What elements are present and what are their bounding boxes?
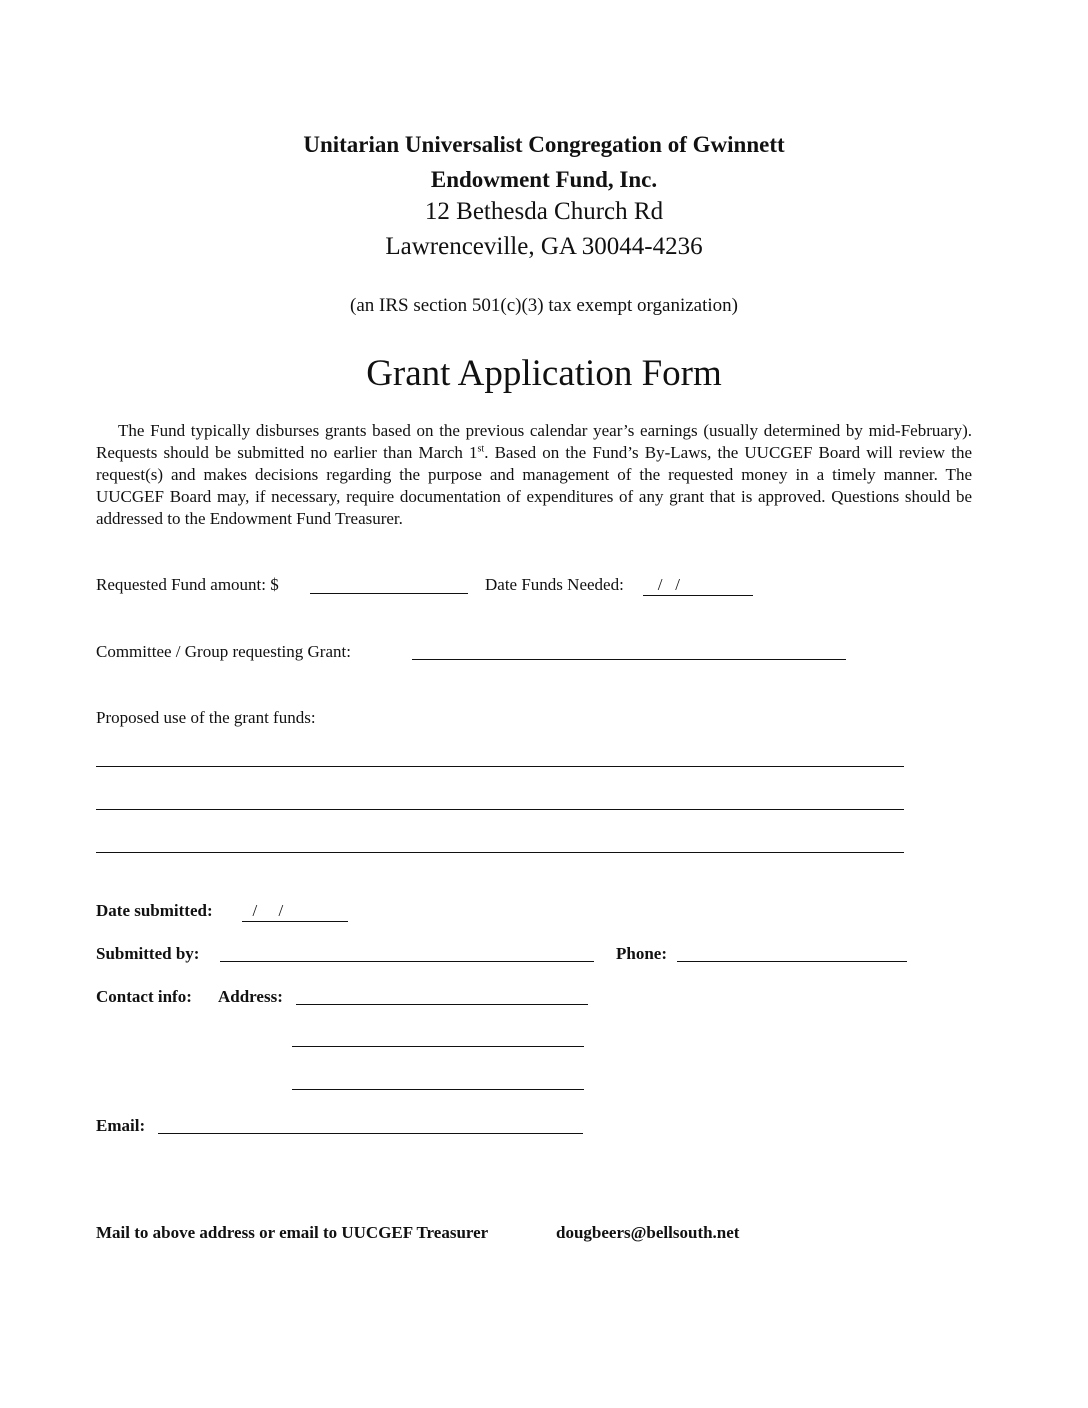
address-line-2[interactable] (292, 1046, 584, 1047)
org-name: Unitarian Universalist Congregation of Gwinnett (303, 132, 785, 157)
date-submitted-label: Date submitted: (96, 901, 213, 920)
phone-label: Phone: (616, 944, 667, 963)
address-line-3[interactable] (292, 1089, 584, 1090)
proposed-use-line-1[interactable] (96, 766, 904, 767)
committee-field[interactable] (412, 659, 846, 660)
form-title: Grant Application Form (366, 353, 722, 394)
date-submitted-field[interactable] (242, 901, 348, 922)
mail-instructions: Mail to above address or email to UUCGEF Treasurer (96, 1223, 489, 1242)
intro-paragraph (96, 420, 972, 530)
proposed-use-label: Proposed use of the grant funds: (96, 708, 316, 727)
org-subtitle: Endowment Fund, Inc. (430, 167, 658, 192)
intro-sup: st (477, 443, 485, 455)
address-label: Address: (218, 987, 283, 1006)
date-submitted-value: / / (242, 901, 348, 922)
intro-text-part1: The Fund typically disburses grants based on the previous calendar year’s earnings (usually determined by mid-February). Requests should be submitted no earlier than March 1 (96, 421, 972, 462)
intro-text-part2: . Based on the Fund’s By-Laws, the UUCGEF Board will review the request(s) and makes decisions regarding the purpose and management of the requested money in a timely manner. The UUCGEF Board may, if necessary, require documentation of expenditures of any grant that is approved. Questions should be addressed to the Endowment Fund Treasurer. (96, 443, 972, 528)
proposed-use-line-2[interactable] (96, 809, 904, 810)
contact-info-label: Contact info: (96, 987, 192, 1006)
treasurer-email[interactable]: dougbeers@bellsouth.net (556, 1223, 740, 1242)
proposed-use-line-3[interactable] (96, 852, 904, 853)
date-needed-value: / / (643, 575, 753, 596)
email-label: Email: (96, 1116, 146, 1135)
org-street: 12 Bethesda Church Rd (424, 198, 664, 225)
phone-field[interactable] (677, 961, 907, 962)
requested-amount-field[interactable] (310, 593, 468, 594)
date-needed-label: Date Funds Needed: (485, 575, 624, 594)
email-field[interactable] (158, 1133, 583, 1134)
committee-label: Committee / Group requesting Grant: (96, 642, 351, 661)
date-needed-field[interactable] (643, 575, 753, 596)
requested-amount-label: Requested Fund amount: $ (96, 575, 279, 594)
submitted-by-label: Submitted by: (96, 944, 200, 963)
address-line-1[interactable] (296, 1004, 588, 1005)
submitted-by-field[interactable] (220, 961, 594, 962)
org-city: Lawrenceville, GA 30044-4236 (385, 233, 703, 260)
irs-note: (an IRS section 501(c)(3) tax exempt organization) (350, 295, 738, 316)
